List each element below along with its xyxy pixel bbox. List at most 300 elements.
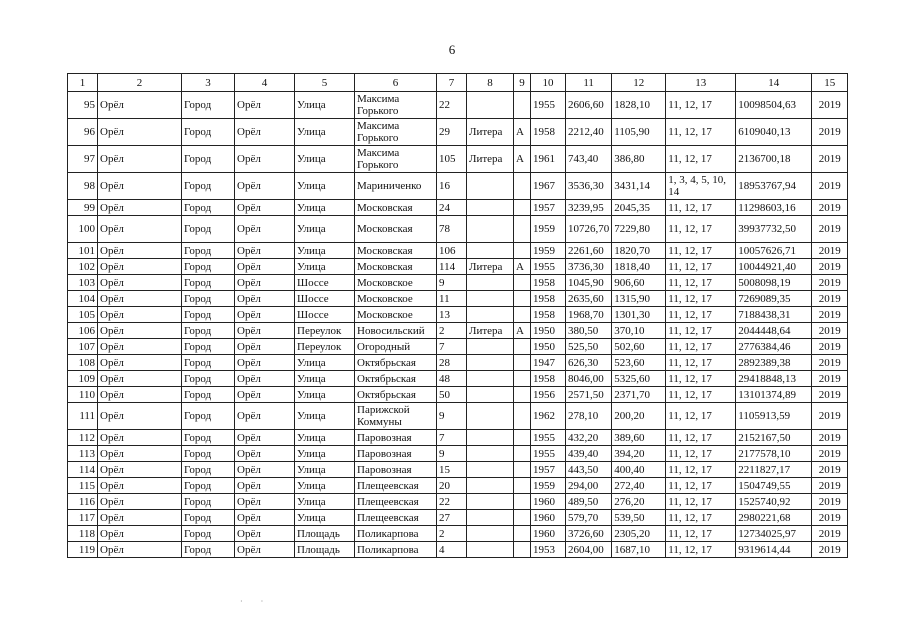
works-codes-cell: 11, 12, 17 xyxy=(666,510,736,526)
street-name-cell: Московская xyxy=(355,200,437,216)
letter-label-cell xyxy=(467,462,514,478)
settlement-type-cell: Город xyxy=(182,243,235,259)
table-row xyxy=(68,307,848,323)
settlement-cell: Орёл xyxy=(235,339,295,355)
letter-label-cell xyxy=(467,339,514,355)
street-type-cell: Улица xyxy=(295,494,355,510)
area-total-cell: 2604,00 xyxy=(566,542,612,558)
row-number-cell: 107 xyxy=(68,339,98,355)
year-plan-cell: 2019 xyxy=(812,510,848,526)
year-plan-cell: 2019 xyxy=(812,119,848,146)
row-number-cell: 118 xyxy=(68,526,98,542)
settlement-cell: Орёл xyxy=(235,446,295,462)
row-number-cell: 112 xyxy=(68,430,98,446)
cost-cell: 6109040,13 xyxy=(736,119,812,146)
letter-cell xyxy=(514,462,531,478)
settlement-type-cell: Город xyxy=(182,307,235,323)
year-cell: 1961 xyxy=(531,146,566,173)
region-cell: Орёл xyxy=(98,403,182,430)
row-number-cell: 104 xyxy=(68,291,98,307)
cost-cell: 10044921,40 xyxy=(736,259,812,275)
settlement-cell: Орёл xyxy=(235,291,295,307)
letter-cell: А xyxy=(514,323,531,339)
street-type-cell: Шоссе xyxy=(295,291,355,307)
house-number-cell: 29 xyxy=(437,119,467,146)
settlement-cell: Орёл xyxy=(235,403,295,430)
letter-label-cell xyxy=(467,275,514,291)
cost-cell: 2211827,17 xyxy=(736,462,812,478)
street-type-cell: Площадь xyxy=(295,526,355,542)
region-cell: Орёл xyxy=(98,462,182,478)
header-cell: 10 xyxy=(531,74,566,92)
region-cell: Орёл xyxy=(98,494,182,510)
year-plan-cell: 2019 xyxy=(812,339,848,355)
cost-cell: 2152167,50 xyxy=(736,430,812,446)
table-row xyxy=(68,291,848,307)
street-name-cell: Максима Горького xyxy=(355,92,437,119)
street-name-cell: Октябрьская xyxy=(355,355,437,371)
street-name-cell: Московское xyxy=(355,275,437,291)
letter-cell: А xyxy=(514,119,531,146)
area-total-cell: 3536,30 xyxy=(566,173,612,200)
works-codes-cell: 11, 12, 17 xyxy=(666,92,736,119)
settlement-cell: Орёл xyxy=(235,146,295,173)
year-plan-cell: 2019 xyxy=(812,200,848,216)
letter-cell: А xyxy=(514,259,531,275)
letter-label-cell xyxy=(467,446,514,462)
letter-label-cell xyxy=(467,291,514,307)
works-codes-cell: 11, 12, 17 xyxy=(666,307,736,323)
year-cell: 1955 xyxy=(531,430,566,446)
settlement-cell: Орёл xyxy=(235,307,295,323)
settlement-type-cell: Город xyxy=(182,291,235,307)
row-number-cell: 99 xyxy=(68,200,98,216)
region-cell: Орёл xyxy=(98,259,182,275)
year-plan-cell: 2019 xyxy=(812,243,848,259)
area-living-cell: 2305,20 xyxy=(612,526,666,542)
table-row xyxy=(68,403,848,430)
settlement-type-cell: Город xyxy=(182,494,235,510)
area-total-cell: 2606,60 xyxy=(566,92,612,119)
street-type-cell: Переулок xyxy=(295,339,355,355)
street-name-cell: Мариниченко xyxy=(355,173,437,200)
letter-cell xyxy=(514,387,531,403)
area-living-cell: 5325,60 xyxy=(612,371,666,387)
region-cell: Орёл xyxy=(98,146,182,173)
area-living-cell: 7229,80 xyxy=(612,216,666,243)
house-number-cell: 50 xyxy=(437,387,467,403)
street-name-cell: Максима Горького xyxy=(355,119,437,146)
settlement-cell: Орёл xyxy=(235,355,295,371)
house-number-cell: 22 xyxy=(437,92,467,119)
cost-cell: 2892389,38 xyxy=(736,355,812,371)
area-total-cell: 380,50 xyxy=(566,323,612,339)
header-cell: 13 xyxy=(666,74,736,92)
house-number-cell: 13 xyxy=(437,307,467,323)
year-cell: 1947 xyxy=(531,355,566,371)
settlement-cell: Орёл xyxy=(235,216,295,243)
street-name-cell: Октябрьская xyxy=(355,371,437,387)
street-type-cell: Улица xyxy=(295,119,355,146)
street-name-cell: Плещеевская xyxy=(355,478,437,494)
table-row xyxy=(68,216,848,243)
year-cell: 1967 xyxy=(531,173,566,200)
year-cell: 1950 xyxy=(531,323,566,339)
street-name-cell: Московское xyxy=(355,291,437,307)
header-cell: 3 xyxy=(182,74,235,92)
year-cell: 1959 xyxy=(531,478,566,494)
street-name-cell: Поликарпова xyxy=(355,542,437,558)
region-cell: Орёл xyxy=(98,526,182,542)
area-total-cell: 489,50 xyxy=(566,494,612,510)
row-number-cell: 103 xyxy=(68,275,98,291)
street-type-cell: Улица xyxy=(295,92,355,119)
street-name-cell: Огородный xyxy=(355,339,437,355)
area-total-cell: 443,50 xyxy=(566,462,612,478)
table-row xyxy=(68,494,848,510)
scan-marks: · · xyxy=(240,597,264,606)
area-total-cell: 10726,70 xyxy=(566,216,612,243)
street-type-cell: Улица xyxy=(295,387,355,403)
area-total-cell: 294,00 xyxy=(566,478,612,494)
street-type-cell: Площадь xyxy=(295,542,355,558)
house-number-cell: 2 xyxy=(437,323,467,339)
street-type-cell: Переулок xyxy=(295,323,355,339)
settlement-cell: Орёл xyxy=(235,542,295,558)
region-cell: Орёл xyxy=(98,542,182,558)
cost-cell: 12734025,97 xyxy=(736,526,812,542)
year-plan-cell: 2019 xyxy=(812,526,848,542)
row-number-cell: 116 xyxy=(68,494,98,510)
year-plan-cell: 2019 xyxy=(812,173,848,200)
street-name-cell: Поликарпова xyxy=(355,526,437,542)
letter-cell xyxy=(514,542,531,558)
letter-label-cell xyxy=(467,478,514,494)
street-type-cell: Улица xyxy=(295,430,355,446)
letter-cell xyxy=(514,216,531,243)
settlement-type-cell: Город xyxy=(182,446,235,462)
street-name-cell: Плещеевская xyxy=(355,510,437,526)
region-cell: Орёл xyxy=(98,478,182,494)
street-type-cell: Улица xyxy=(295,146,355,173)
cost-cell: 1504749,55 xyxy=(736,478,812,494)
settlement-type-cell: Город xyxy=(182,542,235,558)
letter-label-cell xyxy=(467,216,514,243)
cost-cell: 9319614,44 xyxy=(736,542,812,558)
works-codes-cell: 11, 12, 17 xyxy=(666,403,736,430)
header-cell: 11 xyxy=(566,74,612,92)
area-living-cell: 2371,70 xyxy=(612,387,666,403)
works-codes-cell: 11, 12, 17 xyxy=(666,119,736,146)
year-plan-cell: 2019 xyxy=(812,446,848,462)
table-row xyxy=(68,446,848,462)
year-plan-cell: 2019 xyxy=(812,307,848,323)
letter-cell xyxy=(514,243,531,259)
table-row xyxy=(68,173,848,200)
area-living-cell: 2045,35 xyxy=(612,200,666,216)
table-row xyxy=(68,478,848,494)
house-number-cell: 7 xyxy=(437,430,467,446)
year-plan-cell: 2019 xyxy=(812,462,848,478)
table-row xyxy=(68,510,848,526)
row-number-cell: 114 xyxy=(68,462,98,478)
street-name-cell: Московское xyxy=(355,307,437,323)
row-number-cell: 95 xyxy=(68,92,98,119)
works-codes-cell: 11, 12, 17 xyxy=(666,355,736,371)
cost-cell: 39937732,50 xyxy=(736,216,812,243)
letter-cell xyxy=(514,430,531,446)
cost-cell: 7269089,35 xyxy=(736,291,812,307)
region-cell: Орёл xyxy=(98,173,182,200)
row-number-cell: 97 xyxy=(68,146,98,173)
letter-cell: А xyxy=(514,146,531,173)
registry-table xyxy=(67,73,848,558)
works-codes-cell: 11, 12, 17 xyxy=(666,146,736,173)
area-total-cell: 579,70 xyxy=(566,510,612,526)
letter-cell xyxy=(514,355,531,371)
works-codes-cell: 11, 12, 17 xyxy=(666,446,736,462)
row-number-cell: 110 xyxy=(68,387,98,403)
area-living-cell: 3431,14 xyxy=(612,173,666,200)
area-total-cell: 8046,00 xyxy=(566,371,612,387)
street-type-cell: Улица xyxy=(295,173,355,200)
header-cell: 8 xyxy=(467,74,514,92)
area-living-cell: 502,60 xyxy=(612,339,666,355)
settlement-type-cell: Город xyxy=(182,371,235,387)
works-codes-cell: 11, 12, 17 xyxy=(666,478,736,494)
header-row xyxy=(68,74,848,92)
table-row xyxy=(68,542,848,558)
table-row xyxy=(68,92,848,119)
street-type-cell: Улица xyxy=(295,462,355,478)
letter-cell xyxy=(514,339,531,355)
works-codes-cell: 11, 12, 17 xyxy=(666,216,736,243)
house-number-cell: 105 xyxy=(437,146,467,173)
row-number-cell: 102 xyxy=(68,259,98,275)
header-cell: 5 xyxy=(295,74,355,92)
area-total-cell: 278,10 xyxy=(566,403,612,430)
area-living-cell: 400,40 xyxy=(612,462,666,478)
house-number-cell: 27 xyxy=(437,510,467,526)
year-cell: 1958 xyxy=(531,119,566,146)
year-cell: 1960 xyxy=(531,510,566,526)
cost-cell: 29418848,13 xyxy=(736,371,812,387)
settlement-cell: Орёл xyxy=(235,259,295,275)
year-cell: 1955 xyxy=(531,259,566,275)
letter-label-cell xyxy=(467,494,514,510)
settlement-cell: Орёл xyxy=(235,494,295,510)
settlement-cell: Орёл xyxy=(235,243,295,259)
street-type-cell: Улица xyxy=(295,478,355,494)
letter-label-cell xyxy=(467,307,514,323)
header-cell: 14 xyxy=(736,74,812,92)
house-number-cell: 9 xyxy=(437,446,467,462)
letter-cell xyxy=(514,173,531,200)
street-name-cell: Новосильский xyxy=(355,323,437,339)
settlement-cell: Орёл xyxy=(235,200,295,216)
table-row xyxy=(68,259,848,275)
house-number-cell: 15 xyxy=(437,462,467,478)
area-total-cell: 626,30 xyxy=(566,355,612,371)
year-plan-cell: 2019 xyxy=(812,387,848,403)
settlement-cell: Орёл xyxy=(235,173,295,200)
table-row xyxy=(68,430,848,446)
area-living-cell: 272,40 xyxy=(612,478,666,494)
works-codes-cell: 11, 12, 17 xyxy=(666,542,736,558)
settlement-type-cell: Город xyxy=(182,526,235,542)
settlement-cell: Орёл xyxy=(235,478,295,494)
house-number-cell: 16 xyxy=(437,173,467,200)
row-number-cell: 100 xyxy=(68,216,98,243)
street-type-cell: Улица xyxy=(295,371,355,387)
street-type-cell: Улица xyxy=(295,216,355,243)
table-row xyxy=(68,200,848,216)
year-plan-cell: 2019 xyxy=(812,259,848,275)
table-row xyxy=(68,119,848,146)
street-type-cell: Улица xyxy=(295,403,355,430)
region-cell: Орёл xyxy=(98,387,182,403)
year-cell: 1955 xyxy=(531,446,566,462)
header-cell: 12 xyxy=(612,74,666,92)
table-row xyxy=(68,462,848,478)
year-plan-cell: 2019 xyxy=(812,478,848,494)
house-number-cell: 24 xyxy=(437,200,467,216)
year-plan-cell: 2019 xyxy=(812,403,848,430)
year-cell: 1957 xyxy=(531,200,566,216)
settlement-type-cell: Город xyxy=(182,510,235,526)
house-number-cell: 78 xyxy=(437,216,467,243)
year-cell: 1960 xyxy=(531,494,566,510)
settlement-type-cell: Город xyxy=(182,200,235,216)
letter-cell xyxy=(514,307,531,323)
house-number-cell: 4 xyxy=(437,542,467,558)
year-plan-cell: 2019 xyxy=(812,92,848,119)
letter-label-cell xyxy=(467,510,514,526)
table-row xyxy=(68,355,848,371)
works-codes-cell: 11, 12, 17 xyxy=(666,291,736,307)
header-cell: 9 xyxy=(514,74,531,92)
row-number-cell: 96 xyxy=(68,119,98,146)
street-name-cell: Московская xyxy=(355,259,437,275)
row-number-cell: 98 xyxy=(68,173,98,200)
year-cell: 1955 xyxy=(531,92,566,119)
row-number-cell: 105 xyxy=(68,307,98,323)
region-cell: Орёл xyxy=(98,355,182,371)
year-cell: 1950 xyxy=(531,339,566,355)
street-name-cell: Московская xyxy=(355,243,437,259)
year-cell: 1957 xyxy=(531,462,566,478)
settlement-cell: Орёл xyxy=(235,92,295,119)
letter-cell xyxy=(514,510,531,526)
house-number-cell: 114 xyxy=(437,259,467,275)
cost-cell: 2177578,10 xyxy=(736,446,812,462)
area-living-cell: 906,60 xyxy=(612,275,666,291)
letter-label-cell xyxy=(467,173,514,200)
year-cell: 1958 xyxy=(531,371,566,387)
street-type-cell: Улица xyxy=(295,355,355,371)
cost-cell: 2776384,46 xyxy=(736,339,812,355)
region-cell: Орёл xyxy=(98,291,182,307)
settlement-type-cell: Город xyxy=(182,92,235,119)
house-number-cell: 11 xyxy=(437,291,467,307)
street-name-cell: Парижской Коммуны xyxy=(355,403,437,430)
cost-cell: 2044448,64 xyxy=(736,323,812,339)
works-codes-cell: 11, 12, 17 xyxy=(666,339,736,355)
settlement-type-cell: Город xyxy=(182,173,235,200)
street-type-cell: Улица xyxy=(295,243,355,259)
street-name-cell: Паровозная xyxy=(355,430,437,446)
header-cell: 4 xyxy=(235,74,295,92)
table-row xyxy=(68,275,848,291)
house-number-cell: 22 xyxy=(437,494,467,510)
settlement-type-cell: Город xyxy=(182,146,235,173)
street-name-cell: Максима Горького xyxy=(355,146,437,173)
street-type-cell: Шоссе xyxy=(295,275,355,291)
region-cell: Орёл xyxy=(98,243,182,259)
table-row xyxy=(68,526,848,542)
area-living-cell: 1315,90 xyxy=(612,291,666,307)
cost-cell: 18953767,94 xyxy=(736,173,812,200)
table-body xyxy=(68,92,848,558)
works-codes-cell: 11, 12, 17 xyxy=(666,200,736,216)
region-cell: Орёл xyxy=(98,430,182,446)
street-type-cell: Улица xyxy=(295,446,355,462)
settlement-type-cell: Город xyxy=(182,259,235,275)
year-cell: 1953 xyxy=(531,542,566,558)
table-row xyxy=(68,387,848,403)
area-living-cell: 370,10 xyxy=(612,323,666,339)
header-cell: 2 xyxy=(98,74,182,92)
letter-cell xyxy=(514,403,531,430)
works-codes-cell: 1, 3, 4, 5, 10, 14 xyxy=(666,173,736,200)
area-total-cell: 1968,70 xyxy=(566,307,612,323)
settlement-cell: Орёл xyxy=(235,119,295,146)
year-plan-cell: 2019 xyxy=(812,216,848,243)
area-total-cell: 2212,40 xyxy=(566,119,612,146)
settlement-type-cell: Город xyxy=(182,216,235,243)
settlement-cell: Орёл xyxy=(235,526,295,542)
house-number-cell: 9 xyxy=(437,403,467,430)
year-cell: 1959 xyxy=(531,216,566,243)
letter-label-cell xyxy=(467,387,514,403)
area-total-cell: 432,20 xyxy=(566,430,612,446)
header-cell: 15 xyxy=(812,74,848,92)
row-number-cell: 106 xyxy=(68,323,98,339)
area-living-cell: 386,80 xyxy=(612,146,666,173)
cost-cell: 5008098,19 xyxy=(736,275,812,291)
letter-label-cell xyxy=(467,200,514,216)
area-living-cell: 1828,10 xyxy=(612,92,666,119)
year-cell: 1960 xyxy=(531,526,566,542)
street-name-cell: Октябрьская xyxy=(355,387,437,403)
settlement-type-cell: Город xyxy=(182,387,235,403)
letter-cell xyxy=(514,200,531,216)
year-cell: 1962 xyxy=(531,403,566,430)
settlement-type-cell: Город xyxy=(182,323,235,339)
cost-cell: 1525740,92 xyxy=(736,494,812,510)
cost-cell: 13101374,89 xyxy=(736,387,812,403)
year-cell: 1958 xyxy=(531,307,566,323)
house-number-cell: 9 xyxy=(437,275,467,291)
settlement-type-cell: Город xyxy=(182,478,235,494)
row-number-cell: 109 xyxy=(68,371,98,387)
year-cell: 1959 xyxy=(531,243,566,259)
cost-cell: 10057626,71 xyxy=(736,243,812,259)
cost-cell: 11298603,16 xyxy=(736,200,812,216)
table-row xyxy=(68,339,848,355)
letter-cell xyxy=(514,526,531,542)
area-total-cell: 525,50 xyxy=(566,339,612,355)
